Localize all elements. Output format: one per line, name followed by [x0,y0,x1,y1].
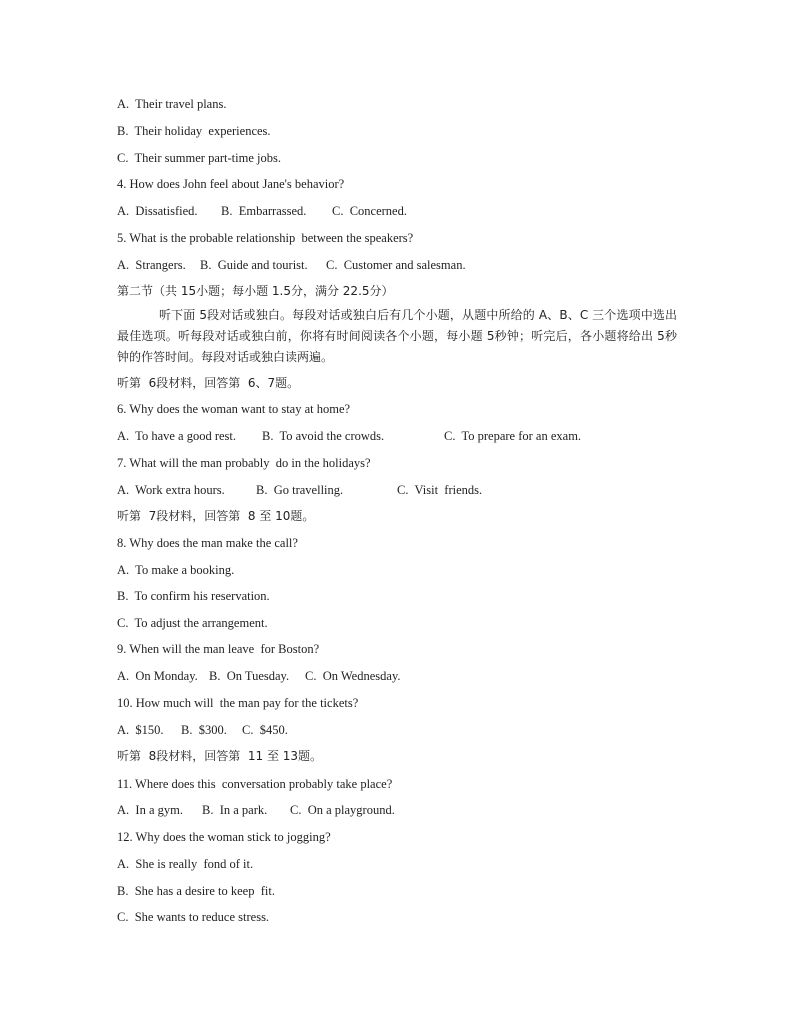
q9-question: 9. When will the man leave for Boston? [117,642,320,656]
q4-question: 4. How does John feel about Jane's behavior? [117,177,345,191]
q7-option-a: A. Work extra hours. [117,483,225,497]
section2-heading: 第二节（共 15小题；每小题 1.5分，满分 22.5分） [117,284,394,298]
q5-option-c: C. Customer and salesman. [326,258,466,272]
q10-question: 10. How much will the man pay for the tickets? [117,696,359,710]
q7-question: 7. What will the man probably do in the holidays? [117,456,371,470]
q7-options [117,482,482,498]
q6-options [117,428,581,444]
q5-options [117,257,466,273]
q3-option-c: C. Their summer part-time jobs. [117,151,281,165]
q6-option-a: A. To have a good rest. [117,429,237,443]
q4-option-b: B. Embarrassed. [221,204,307,218]
q10-option-b: B. $300. [181,723,227,737]
q8-option-c: C. To adjust the arrangement. [117,616,268,630]
q11-option-a: A. In a gym. [117,803,183,817]
q8-option-a: A. To make a booking. [117,563,235,577]
q10-options [117,722,288,738]
q12-question: 12. Why does the woman stick to jogging? [117,830,331,844]
q6-question: 6. Why does the woman want to stay at home? [117,402,351,416]
material6-heading: 听第 6段材料，回答第 6、7题。 [117,376,300,390]
q5-option-b: B. Guide and tourist. [200,258,308,272]
q4-option-c: C. Concerned. [332,204,407,218]
q11-question: 11. Where does this conversation probably take place? [117,777,393,791]
q5-question: 5. What is the probable relationship between the speakers? [117,231,414,245]
q6-option-b: B. To avoid the crowds. [262,429,385,443]
material8-heading: 听第 8段材料，回答第 11 至 13题。 [117,749,323,763]
q9-option-a: A. On Monday. [117,669,198,683]
q4-options [117,203,407,219]
q7-option-b: B. Go travelling. [256,483,344,497]
q12-option-b: B. She has a desire to keep fit. [117,884,275,898]
q9-option-c: C. On Wednesday. [305,669,401,683]
material7-heading: 听第 7段材料，回答第 8 至 10题。 [117,509,315,523]
q5-option-a: A. Strangers. [117,258,186,272]
q9-option-b: B. On Tuesday. [209,669,290,683]
q10-option-a: A. $150. [117,723,164,737]
q8-question: 8. Why does the man make the call? [117,536,298,550]
q10-option-c: C. $450. [242,723,288,737]
q3-option-a: A. Their travel plans. [117,97,227,111]
q11-option-b: B. In a park. [202,803,268,817]
q7-option-c: C. Visit friends. [397,483,483,497]
section2-instructions: 听下面 5段对话或独白。每段对话或独白后有几个小题，从题中所给的 A、B、C 三个选项中选出最佳选项。听每段对话或独白前，你将有时间阅读各个小题，每小题 5秒钟；听完后，各小题将给出 5秒钟的作答时间。每段对话或独白读两遍。 [117,308,677,364]
q8-option-b: B. To confirm his reservation. [117,589,270,603]
q11-options [117,802,395,818]
q9-options [117,668,401,684]
q12-option-a: A. She is really fond of it. [117,857,254,871]
q3-option-b: B. Their holiday experiences. [117,124,271,138]
q11-option-c: C. On a playground. [290,803,395,817]
q12-option-c: C. She wants to reduce stress. [117,910,270,924]
q4-option-a: A. Dissatisfied. [117,204,198,218]
q6-option-c: C. To prepare for an exam. [444,429,582,443]
